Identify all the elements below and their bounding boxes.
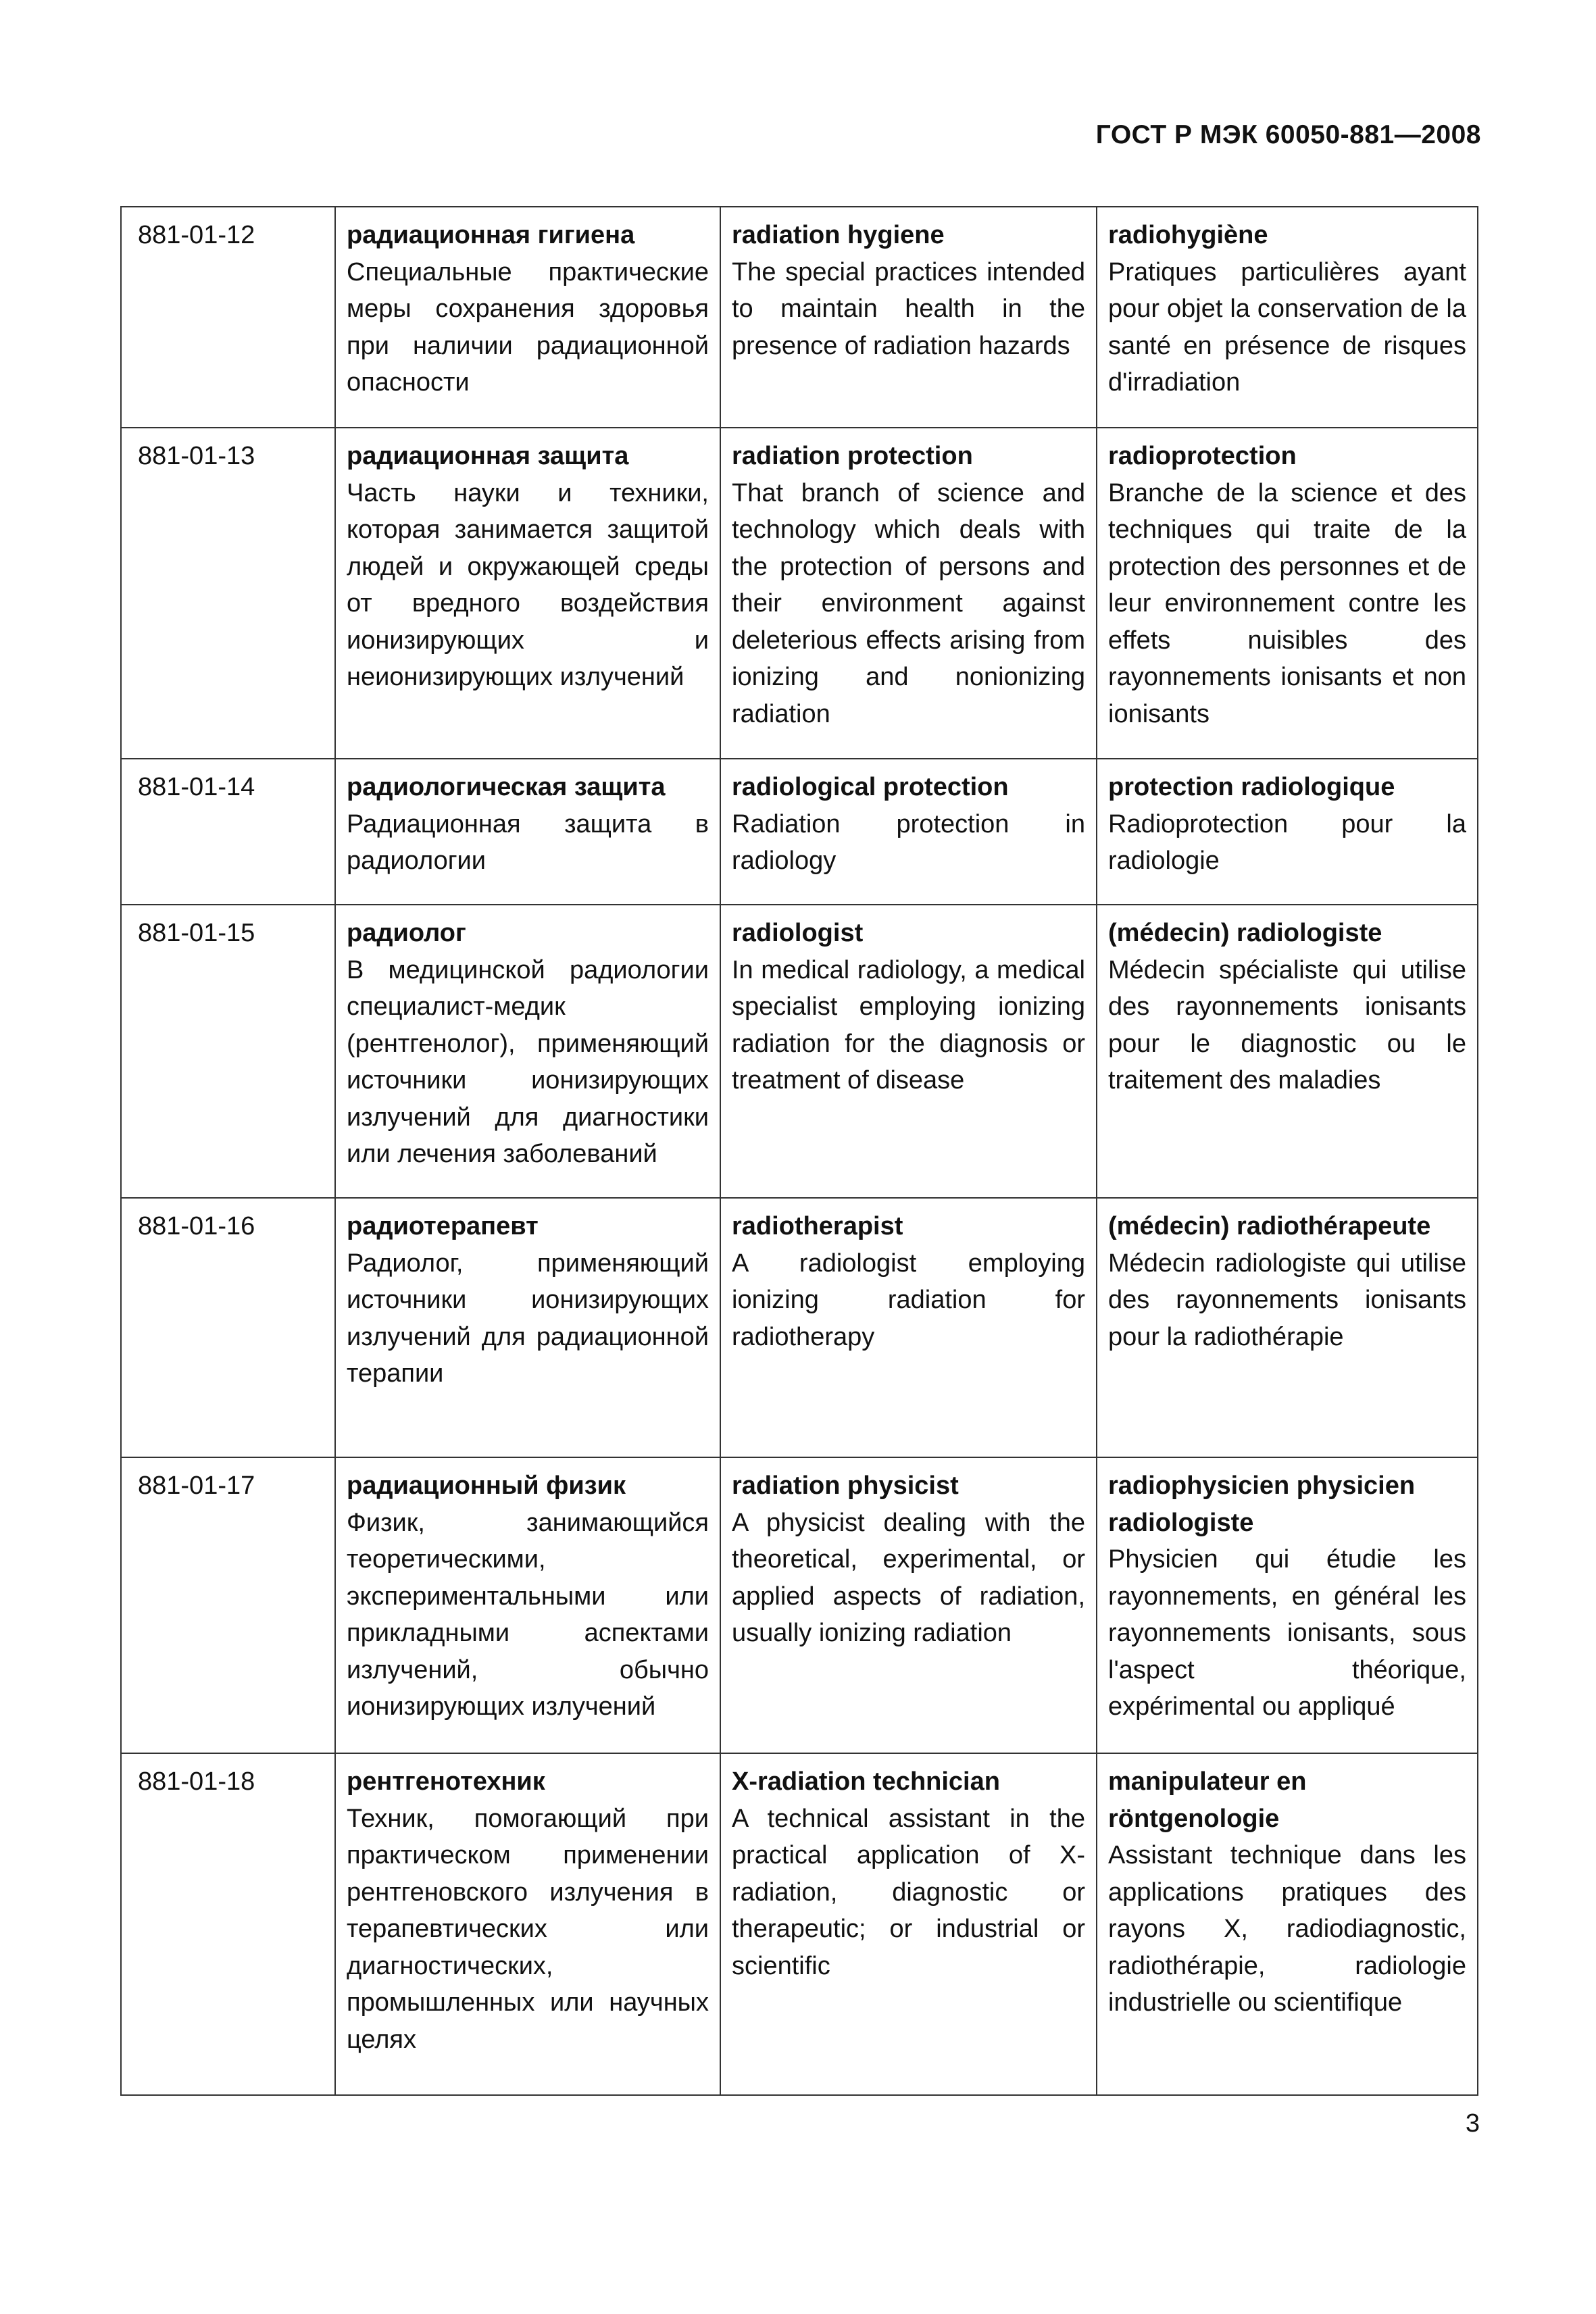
french-term: radioprotection bbox=[1108, 442, 1297, 470]
english-entry bbox=[720, 1753, 1097, 2095]
english-definition: That branch of science and technology which deals with the protection of persons and their environment against deleterious effects arising from ionizing and nonionizing radiation bbox=[732, 478, 1085, 728]
french-definition: Médecin spécialiste qui utilise des rayonnements ionisants pour le diagnostic ou le traitement des maladies bbox=[1108, 955, 1466, 1095]
page-number: 3 bbox=[1465, 2109, 1480, 2138]
russian-term: радиолог bbox=[347, 919, 466, 947]
russian-definition: Радиолог, применяющий источники ионизирующих излучений для радиационной терапии bbox=[347, 1249, 709, 1388]
english-term: radiological protection bbox=[732, 773, 1009, 801]
term-row bbox=[121, 1457, 1478, 1753]
russian-term: радиотерапевт bbox=[347, 1212, 539, 1240]
russian-definition: Техник, помогающий при практическом применении рентгеновского излучения в терапевтических или диагностических, промышленных или научных целях bbox=[347, 1804, 709, 2054]
french-definition: Médecin radiologiste qui utilise des rayonnements ionisants pour la radiothérapie bbox=[1108, 1249, 1466, 1351]
french-term: (médecin) radiologiste bbox=[1108, 919, 1382, 947]
english-entry bbox=[720, 905, 1097, 1198]
russian-entry bbox=[335, 905, 720, 1198]
english-entry bbox=[720, 1457, 1097, 1753]
term-row bbox=[121, 1198, 1478, 1457]
russian-entry bbox=[335, 759, 720, 905]
document-header: ГОСТ Р МЭК 60050-881—2008 bbox=[1095, 120, 1481, 149]
russian-entry bbox=[335, 428, 720, 759]
term-row bbox=[121, 759, 1478, 905]
french-entry bbox=[1097, 905, 1478, 1198]
russian-entry bbox=[335, 1457, 720, 1753]
term-number: 881-01-15 bbox=[121, 905, 335, 1198]
english-term: radiation physicist bbox=[732, 1472, 959, 1500]
french-entry bbox=[1097, 759, 1478, 905]
term-number: 881-01-16 bbox=[121, 1198, 335, 1457]
french-term: protection radiologique bbox=[1108, 773, 1395, 801]
french-term: radiophysicien physicien radiologiste bbox=[1108, 1472, 1416, 1537]
term-number: 881-01-12 bbox=[121, 207, 335, 428]
english-definition: Radiation protection in radiology bbox=[732, 809, 1085, 875]
french-term: manipulateur en röntgenologie bbox=[1108, 1767, 1307, 1833]
russian-term: радиационная гигиена bbox=[347, 221, 635, 249]
term-row bbox=[121, 1753, 1478, 2095]
english-definition: A radiologist employing ionizing radiation for radiotherapy bbox=[732, 1249, 1085, 1351]
english-term: radiation hygiene bbox=[732, 221, 945, 249]
russian-definition: Часть науки и техники, которая занимается защитой людей и окружающей среды от вредного воздействия ионизирующих и неионизирующих излучений bbox=[347, 478, 709, 691]
english-entry bbox=[720, 207, 1097, 428]
russian-term: рентгенотехник bbox=[347, 1767, 545, 1796]
french-term: radiohygiène bbox=[1108, 221, 1268, 249]
russian-entry bbox=[335, 1198, 720, 1457]
english-definition: In medical radiology, a medical specialist employing ionizing radiation for the diagnosis or treatment of disease bbox=[732, 955, 1085, 1095]
french-definition: Pratiques particulières ayant pour objet la conservation de la santé en présence de risques d'irradiation bbox=[1108, 257, 1466, 397]
english-entry bbox=[720, 1198, 1097, 1457]
terms-table bbox=[120, 206, 1478, 2096]
french-definition: Radioprotection pour la radiologie bbox=[1108, 809, 1466, 875]
french-entry bbox=[1097, 207, 1478, 428]
french-entry bbox=[1097, 1457, 1478, 1753]
russian-definition: Физик, занимающийся теоретическими, экспериментальными или прикладными аспектами излучений, обычно ионизирующих излучений bbox=[347, 1508, 709, 1721]
english-term: X-radiation technician bbox=[732, 1767, 1000, 1796]
english-definition: A physicist dealing with the theoretical, experimental, or applied aspects of radiation, usually ionizing radiation bbox=[732, 1508, 1085, 1647]
english-term: radiotherapist bbox=[732, 1212, 903, 1240]
french-entry bbox=[1097, 428, 1478, 759]
term-number: 881-01-17 bbox=[121, 1457, 335, 1753]
french-entry bbox=[1097, 1753, 1478, 2095]
russian-entry bbox=[335, 207, 720, 428]
russian-definition: В медицинской радиологии специалист-медик (рентгенолог), применяющий источники ионизирующих излучений для диагностики или лечения заболеваний bbox=[347, 955, 709, 1168]
english-term: radiation protection bbox=[732, 442, 973, 470]
russian-term: радиологическая защита bbox=[347, 773, 666, 801]
russian-term: радиационная защита bbox=[347, 442, 629, 470]
term-row bbox=[121, 207, 1478, 428]
english-entry bbox=[720, 759, 1097, 905]
english-definition: The special practices intended to maintain health in the presence of radiation hazards bbox=[732, 257, 1085, 360]
french-definition: Branche de la science et des techniques qui traite de la protection des personnes et de leur environnement contre les effets nuisibles des rayonnements ionisants et non ionisants bbox=[1108, 478, 1466, 728]
term-row bbox=[121, 428, 1478, 759]
french-term: (médecin) radiothérapeute bbox=[1108, 1212, 1431, 1240]
term-number: 881-01-13 bbox=[121, 428, 335, 759]
term-row bbox=[121, 905, 1478, 1198]
russian-term: радиационный физик bbox=[347, 1472, 626, 1500]
term-number: 881-01-18 bbox=[121, 1753, 335, 2095]
russian-definition: Радиационная защита в радиологии bbox=[347, 809, 709, 875]
french-entry bbox=[1097, 1198, 1478, 1457]
english-entry bbox=[720, 428, 1097, 759]
russian-definition: Специальные практические меры сохранения здоровья при наличии радиационной опасности bbox=[347, 257, 709, 397]
english-definition: A technical assistant in the practical application of X-radiation, diagnostic or therapeutic; or industrial or scientific bbox=[732, 1804, 1085, 1980]
english-term: radiologist bbox=[732, 919, 864, 947]
french-definition: Assistant technique dans les applications pratiques des rayons X, radiodiagnostic, radiothérapie, radiologie industrielle ou scientifique bbox=[1108, 1841, 1466, 2017]
french-definition: Physicien qui étudie les rayonnements, en général les rayonnements ionisants, sous l'aspect théorique, expérimental ou appliqué bbox=[1108, 1545, 1466, 1721]
term-number: 881-01-14 bbox=[121, 759, 335, 905]
russian-entry bbox=[335, 1753, 720, 2095]
